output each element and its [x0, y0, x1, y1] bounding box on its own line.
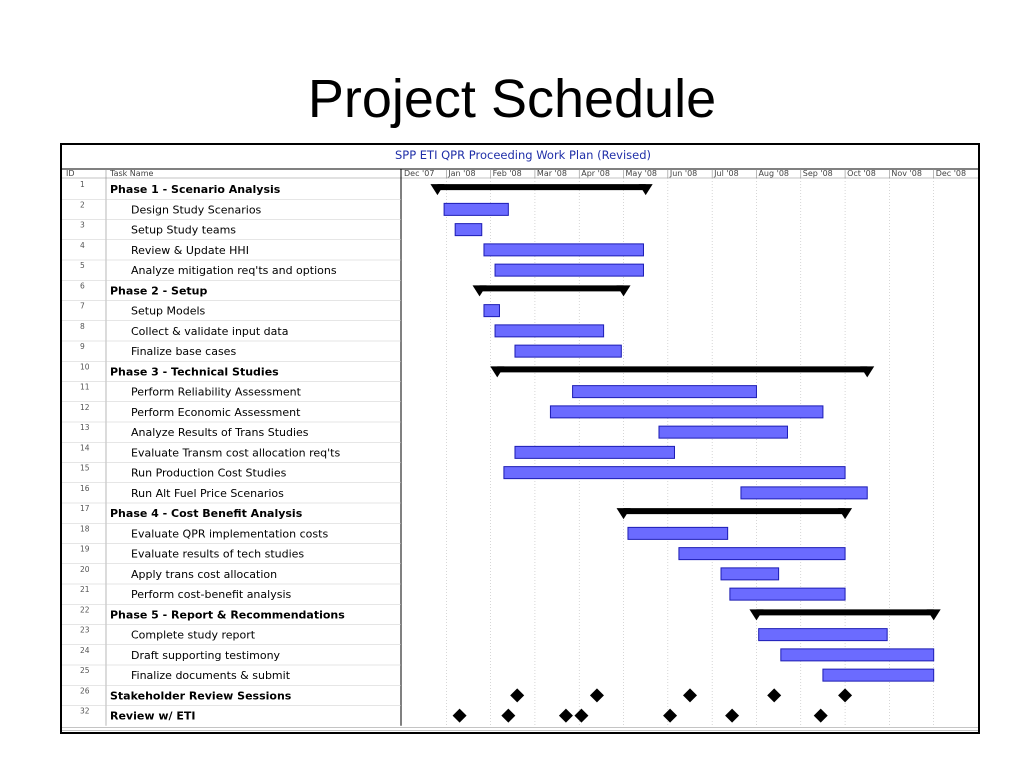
task-id: 26: [80, 686, 90, 696]
task-id: 20: [80, 564, 90, 574]
milestone-diamond: [510, 688, 524, 702]
month-tick-label: Nov '08: [891, 169, 922, 178]
task-name: Finalize base cases: [131, 345, 237, 359]
gantt-chart: [60, 143, 980, 734]
task-bar: [721, 568, 779, 580]
task-name: Draft supporting testimony: [131, 648, 281, 662]
month-tick-label: Oct '08: [847, 169, 876, 178]
milestone-diamond: [814, 709, 828, 723]
task-bar: [515, 446, 675, 458]
task-bar: [455, 224, 482, 236]
task-bar: [823, 669, 934, 681]
milestone-diamond: [767, 688, 781, 702]
month-tick-label: May '08: [625, 169, 658, 178]
task-name: Phase 2 - Setup: [110, 284, 208, 298]
task-id: 4: [80, 240, 85, 250]
task-id: 32: [80, 706, 90, 716]
task-bar: [741, 487, 867, 499]
milestone-diamond: [725, 709, 739, 723]
task-id: 11: [80, 382, 90, 392]
month-tick-label: Apr '08: [581, 169, 610, 178]
task-id: 18: [80, 524, 90, 534]
task-name: Stakeholder Review Sessions: [110, 689, 292, 703]
summary-bar: [480, 285, 624, 291]
month-tick-label: Aug '08: [758, 169, 790, 178]
task-id: 10: [80, 362, 90, 372]
task-bar: [730, 588, 845, 600]
task-name: Review w/ ETI: [110, 709, 196, 723]
task-bar: [495, 264, 643, 276]
page-title: Project Schedule: [307, 69, 717, 129]
task-name: Phase 4 - Cost Benefit Analysis: [110, 507, 303, 521]
task-name: Setup Study teams: [131, 223, 237, 237]
task-id: 12: [80, 402, 90, 412]
milestone-diamond: [453, 709, 467, 723]
task-name: Evaluate QPR implementation costs: [131, 527, 329, 541]
task-name: Analyze mitigation req'ts and options: [131, 264, 337, 278]
id-column-header: ID: [66, 169, 75, 178]
task-bar: [628, 527, 728, 539]
task-id: 24: [80, 645, 90, 655]
milestone-diamond: [574, 709, 588, 723]
month-tick-label: Dec '08: [935, 169, 967, 178]
task-id: 22: [80, 605, 90, 615]
month-tick-label: Sep '08: [802, 169, 833, 178]
task-id: 17: [80, 504, 90, 513]
summary-bar: [624, 508, 846, 514]
task-bar: [550, 406, 822, 418]
task-name: Evaluate Transm cost allocation req'ts: [131, 446, 341, 460]
month-tick-label: Feb '08: [492, 169, 522, 178]
task-id: 16: [80, 483, 90, 493]
task-name: Collect & validate input data: [131, 324, 289, 338]
month-tick-label: Dec '07: [404, 169, 435, 178]
task-id: 3: [80, 220, 85, 230]
task-id: 13: [80, 423, 90, 432]
task-bar: [444, 203, 508, 215]
task-id: 5: [80, 261, 85, 270]
task-name: Complete study report: [131, 628, 256, 642]
task-name: Review & Update HHI: [131, 243, 249, 257]
task-id: 19: [80, 544, 90, 554]
task-name-column-header: Task Name: [110, 169, 154, 178]
task-name: Finalize documents & submit: [131, 669, 291, 683]
milestone-diamond: [663, 709, 677, 723]
summary-bar: [756, 609, 933, 615]
task-bar: [659, 426, 787, 438]
month-tick-label: Jun '08: [669, 169, 698, 178]
task-name: Analyze Results of Trans Studies: [131, 426, 309, 440]
task-bar: [573, 386, 757, 398]
task-id: 2: [80, 200, 85, 210]
summary-bar: [497, 366, 867, 372]
task-bar: [781, 649, 934, 661]
task-id: 21: [80, 585, 90, 594]
task-id: 7: [80, 301, 85, 311]
task-id: 25: [80, 666, 90, 675]
task-name: Apply trans cost allocation: [131, 567, 278, 581]
milestone-diamond: [590, 688, 604, 702]
task-bar: [515, 345, 621, 357]
task-name: Run Production Cost Studies: [131, 466, 287, 480]
milestone-diamond: [838, 688, 852, 702]
task-bar: [484, 305, 500, 317]
task-name: Evaluate results of tech studies: [131, 547, 305, 561]
task-id: 1: [80, 180, 85, 189]
month-tick-label: Jan '08: [448, 169, 476, 178]
milestone-diamond: [683, 688, 697, 702]
month-tick-label: Mar '08: [536, 169, 567, 178]
task-name: Perform Economic Assessment: [131, 405, 301, 419]
task-id: 6: [80, 281, 85, 291]
task-id: 9: [80, 342, 85, 351]
month-tick-label: Jul '08: [714, 169, 739, 178]
task-id: 15: [80, 463, 90, 473]
task-id: 8: [80, 321, 85, 331]
task-bar: [504, 467, 845, 479]
task-name: Perform cost-benefit analysis: [131, 588, 292, 602]
task-bar: [484, 244, 644, 256]
task-name: Perform Reliability Assessment: [131, 385, 301, 399]
task-name: Run Alt Fuel Price Scenarios: [131, 486, 284, 500]
task-bar: [679, 548, 845, 560]
task-name: Phase 3 - Technical Studies: [110, 365, 279, 379]
task-id: 23: [80, 625, 90, 635]
task-name: Setup Models: [131, 304, 206, 318]
task-name: Phase 1 - Scenario Analysis: [110, 183, 281, 197]
task-bar: [495, 325, 604, 337]
task-id: 14: [80, 443, 90, 453]
task-name: Design Study Scenarios: [131, 203, 262, 217]
milestone-diamond: [559, 709, 573, 723]
task-bar: [759, 629, 887, 641]
chart-title: SPP ETI QPR Proceeding Work Plan (Revised): [394, 148, 652, 162]
gantt-chart-svg: [62, 145, 978, 732]
milestone-diamond: [501, 709, 515, 723]
task-name: Phase 5 - Report & Recommendations: [110, 608, 345, 622]
summary-bar: [437, 184, 645, 190]
